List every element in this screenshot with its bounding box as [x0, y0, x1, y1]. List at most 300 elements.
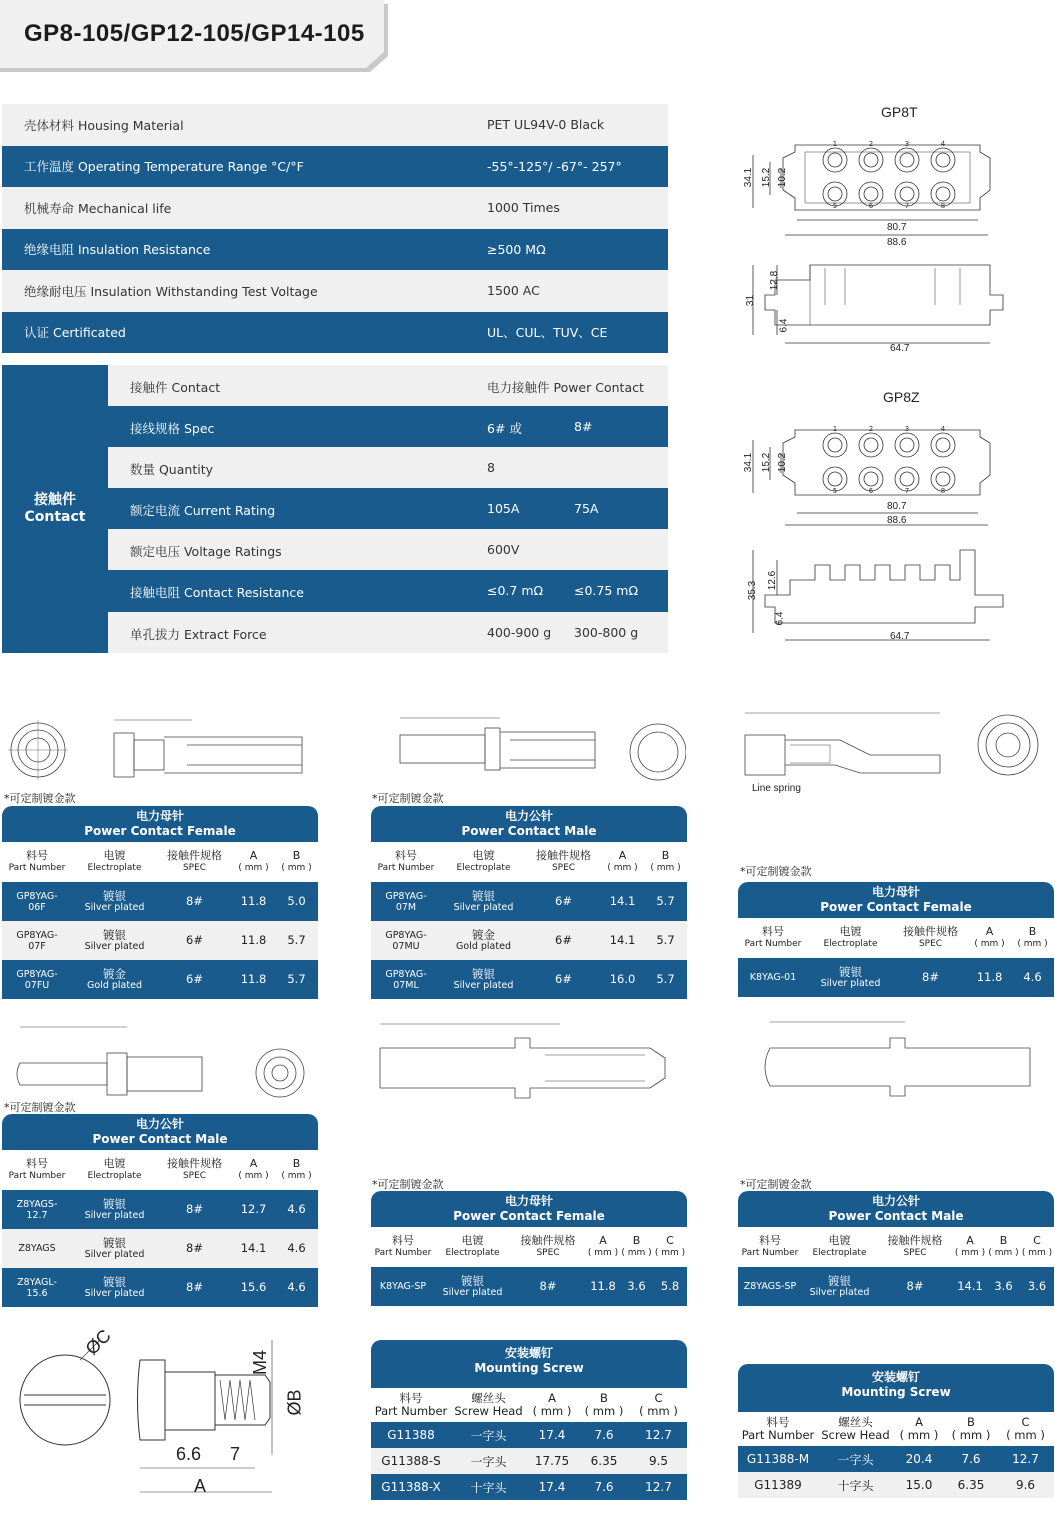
column-header-cn: A	[966, 1234, 974, 1247]
connector-pin-number: 1	[832, 140, 838, 148]
column-header-cn: A	[985, 925, 994, 938]
spec-label: 绝缘耐电压 Insulation Withstanding Test Voltage	[24, 283, 318, 299]
contact-row	[108, 406, 668, 447]
custom-note-1: *可定制镀金款	[4, 792, 76, 805]
column-header-en: SPEC	[903, 1248, 927, 1258]
table-cell: 5.7	[287, 933, 306, 947]
column-header-en: Part Number	[374, 1248, 432, 1258]
column-header-en: ( mm )	[281, 1171, 312, 1181]
table-row	[371, 1422, 687, 1448]
table-cell: 12.7	[645, 1428, 672, 1442]
connector-pin-inner	[900, 187, 914, 201]
general-spec-table	[2, 104, 668, 353]
spec-row	[2, 187, 668, 229]
column-header	[526, 1392, 578, 1418]
connector-pin-number: 3	[904, 140, 910, 148]
table-cell: 8#	[539, 1279, 557, 1293]
female-contact-drawing-3	[370, 1020, 686, 1110]
plating-cn: 镀银	[472, 966, 495, 981]
column-header-en: SPEC	[536, 1248, 560, 1258]
table-cell: 十字头	[837, 1478, 874, 1493]
line-spring-label: Line spring	[752, 783, 801, 794]
female-contact-drawing-2	[740, 705, 1055, 800]
table-cell: 3.6	[627, 1279, 646, 1293]
table-cell: 6#	[555, 972, 572, 986]
table-cell: 7.6	[594, 1480, 614, 1494]
connector-pin-number: 2	[868, 425, 874, 433]
spec-label: 绝缘电阻 Insulation Resistance	[24, 242, 211, 258]
male-contact-drawing-3	[740, 1018, 1055, 1108]
table-column-headers	[738, 1412, 1054, 1446]
part-number-line: 15.6	[26, 1287, 48, 1299]
table-row	[738, 1446, 1054, 1472]
table-cell: 5.7	[656, 933, 675, 947]
column-header	[275, 850, 318, 874]
connector-pin	[859, 433, 883, 457]
column-header-cn: 电镀	[839, 925, 862, 938]
column-header-cn: 料号	[399, 1391, 423, 1405]
column-header-en: Part Number	[374, 1404, 448, 1418]
column-header-cn: B	[967, 1415, 975, 1429]
column-header-en: ( mm )	[954, 1248, 986, 1258]
table-cell: 8#	[186, 1202, 203, 1216]
spec-label: 认证 Certificated	[24, 325, 126, 341]
part-number-line: Z8YAGL-	[17, 1276, 57, 1288]
table-cell: 5.8	[660, 1279, 680, 1293]
column-header-en: ( mm )	[974, 939, 1005, 949]
table-cell	[441, 882, 526, 921]
column-header-cn: 料号	[762, 925, 784, 938]
gp8z-dim5: 88.6	[887, 515, 907, 526]
female-contact-table-1	[2, 806, 318, 999]
table-cell	[435, 1267, 510, 1306]
connector-pin-number: 2	[868, 140, 874, 148]
connector-pin-inner	[900, 472, 914, 486]
connector-pin	[931, 148, 955, 172]
table-title-cn: 电力母针	[504, 1194, 553, 1208]
table-header	[371, 806, 687, 842]
column-header-cn: A	[249, 1157, 258, 1170]
column-header	[653, 1235, 687, 1259]
spec-value: 1500 AC	[487, 283, 540, 299]
part-number-line: 07MU	[392, 940, 420, 952]
column-header-en: ( mm )	[1021, 1248, 1053, 1258]
plating-cn: 镀银	[103, 1196, 126, 1211]
table-row	[738, 1267, 1054, 1306]
female-contact-drawing-1	[2, 705, 318, 790]
connector-pin-number: 4	[940, 140, 946, 148]
column-header	[987, 1235, 1020, 1259]
column-header-en: ( mm )	[639, 1404, 678, 1418]
table-cell: 14.1	[609, 933, 636, 947]
gp8t-dim5: 88.6	[887, 237, 907, 248]
connector-pin-number: 1	[832, 425, 838, 433]
column-header	[578, 1392, 630, 1418]
table-row	[2, 960, 318, 999]
contact-value-alt: 8#	[574, 419, 593, 435]
part-number-cell: G11388-X	[381, 1480, 441, 1494]
plating-cn: 镀银	[828, 1273, 851, 1288]
contact-side-cn: 接触件	[34, 492, 76, 508]
column-header-en: ( mm )	[238, 1171, 269, 1181]
contact-side-label	[2, 365, 108, 653]
part-number-cell: G11389	[754, 1478, 802, 1492]
column-header-en: SPEC	[182, 1171, 207, 1181]
table-header	[738, 1191, 1054, 1227]
plating-cn: 镀银	[103, 1274, 126, 1289]
connector-pin-inner	[936, 153, 950, 167]
connector-pin	[859, 148, 883, 172]
table-column-headers	[371, 842, 687, 882]
connector-pin-number: 4	[940, 425, 946, 433]
connector-pin	[895, 433, 919, 457]
table-cell: 16.0	[609, 972, 636, 986]
plating-en: Silver plated	[84, 940, 145, 952]
column-header-cn: 接触件规格	[167, 1157, 222, 1170]
plating-cn: 镀金	[472, 927, 495, 942]
contact-value-alt: 300-800 g	[574, 624, 639, 640]
spec-row	[2, 104, 668, 146]
table-title-cn: 电力公针	[504, 809, 553, 823]
table-cell: 十字头	[470, 1480, 507, 1495]
male-contact-table-3	[738, 1191, 1054, 1306]
column-header	[586, 1235, 620, 1259]
column-header-cn: 接触件规格	[520, 1234, 576, 1247]
gp8t-dim9: 64.7	[890, 343, 910, 354]
table-cell: 8#	[186, 1280, 203, 1294]
contact-row	[108, 570, 668, 611]
spec-value: 1000 Times	[487, 200, 560, 216]
column-header	[371, 1235, 435, 1259]
contact-label: 额定电压 Voltage Ratings	[130, 544, 282, 560]
table-row	[2, 1268, 318, 1307]
part-number-line: 07F	[28, 940, 46, 952]
part-number-cell: G11388-M	[746, 1452, 810, 1466]
column-header-en: ( mm )	[621, 1248, 652, 1258]
table-cell: 一字头	[470, 1454, 507, 1469]
column-header-en: Part Number	[744, 939, 802, 949]
gp8z-dim4: 80.7	[887, 501, 907, 512]
column-header	[601, 850, 644, 874]
connector-pin-inner	[936, 438, 950, 452]
screw-dim-b: ØB	[284, 1389, 305, 1416]
column-header-cn: 电镀	[103, 1157, 126, 1170]
gp8z-dim7: 35.3	[747, 580, 759, 601]
connector-pin-number: 3	[904, 425, 910, 433]
screw-dim-c: ØC	[81, 1325, 115, 1359]
table-row	[371, 960, 687, 999]
part-number-cell	[2, 1190, 72, 1229]
plating-en: Silver plated	[442, 1286, 503, 1298]
table-cell	[72, 1268, 157, 1307]
table-title-en: Power Contact Female	[453, 1209, 605, 1223]
connector-pin	[895, 148, 919, 172]
custom-note-6: *可定制镀金款	[740, 1178, 812, 1191]
part-number-line: Z8YAGS-SP	[743, 1281, 797, 1292]
column-header	[893, 1416, 945, 1442]
column-header-en: ( mm )	[238, 863, 269, 873]
part-number-line: GP8YAG-	[16, 929, 58, 941]
contact-value: 6# 或	[487, 421, 522, 437]
column-header-cn: 螺丝头	[471, 1391, 506, 1405]
column-header-cn: 料号	[26, 849, 48, 862]
male-contact-table-2	[2, 1114, 318, 1307]
part-number-line: 07M	[395, 901, 417, 913]
table-cell: 17.4	[538, 1428, 566, 1442]
plating-en: Silver plated	[84, 1248, 145, 1260]
contact-row	[108, 612, 668, 653]
column-header-en: ( mm )	[654, 1248, 686, 1258]
table-cell: 一字头	[470, 1428, 507, 1443]
connector-pin-number: 8	[940, 202, 946, 210]
table-column-headers	[371, 1227, 687, 1267]
contact-value: 105A	[487, 501, 520, 517]
spec-label: 壳体材料 Housing Material	[24, 117, 184, 133]
column-header-cn: A	[618, 849, 627, 862]
connector-pin-number: 6	[868, 202, 874, 210]
column-header-en: Electroplate	[445, 1248, 500, 1258]
table-cell: 7.6	[961, 1452, 981, 1466]
table-cell: 4.6	[287, 1280, 306, 1294]
plating-en: Silver plated	[453, 901, 514, 913]
column-header	[435, 1235, 510, 1259]
custom-note-2: *可定制镀金款	[372, 792, 444, 805]
table-cell: 3.6	[994, 1279, 1013, 1293]
table-cell: 5.7	[656, 972, 675, 986]
column-header-cn: A	[548, 1391, 556, 1405]
column-header	[72, 850, 157, 874]
table-cell: 6.35	[590, 1454, 618, 1468]
screw-dim-a: A	[194, 1476, 207, 1496]
column-header	[526, 850, 601, 874]
plating-en: Silver plated	[84, 901, 145, 913]
column-header	[371, 1392, 451, 1418]
column-header	[441, 850, 526, 874]
table-cell: 11.8	[590, 1279, 616, 1293]
column-header-cn: 料号	[26, 1157, 48, 1170]
column-header-en: ( mm )	[650, 863, 681, 873]
part-number-cell	[2, 1268, 72, 1307]
table-cell: 5.7	[656, 894, 675, 908]
custom-note-5: *可定制镀金款	[372, 1178, 444, 1191]
column-header-cn: B	[999, 1234, 1008, 1247]
spec-value: -55°-125°/ -67°- 257°	[487, 158, 622, 174]
column-header	[510, 1235, 586, 1259]
table-cell: 4.6	[287, 1202, 306, 1216]
gp8t-dim8: 6.4	[778, 318, 790, 333]
male-contact-table-1	[371, 806, 687, 999]
column-header-cn: 料号	[766, 1415, 790, 1429]
part-number-line: 06F	[28, 901, 46, 913]
table-cell: 4.6	[287, 1241, 306, 1255]
column-header-en: SPEC	[918, 939, 943, 949]
table-cell	[441, 921, 526, 960]
table-header	[371, 1340, 687, 1388]
column-header	[738, 926, 808, 950]
column-header-cn: B	[632, 1234, 641, 1247]
plating-en: Silver plated	[809, 1286, 870, 1298]
column-header-en: ( mm )	[1006, 1428, 1045, 1442]
column-header	[371, 850, 441, 874]
column-header	[451, 1392, 526, 1418]
connector-pin-number: 7	[904, 487, 910, 495]
spec-value: PET UL94V-0 Black	[487, 117, 605, 133]
column-header-cn: 电镀	[461, 1234, 484, 1247]
column-header	[620, 1235, 653, 1259]
gp8z-dim6: 12.6	[767, 570, 779, 591]
mounting-screw-table-2	[738, 1364, 1054, 1498]
table-cell	[72, 1229, 157, 1268]
table-title-en: Power Contact Male	[92, 1132, 228, 1146]
connector-pin-number: 7	[904, 202, 910, 210]
column-header-en: SPEC	[182, 863, 207, 873]
column-header-en: Part Number	[8, 1171, 66, 1181]
connector-pin-inner	[864, 153, 878, 167]
table-column-headers	[738, 918, 1054, 958]
table-row	[2, 1229, 318, 1268]
table-title-en: Power Contact Female	[84, 824, 236, 838]
connector-pin-inner	[864, 187, 878, 201]
column-header	[738, 1416, 818, 1442]
gp8t-dim2: 15.2	[761, 167, 773, 188]
gp8t-dim7: 31	[745, 294, 757, 307]
connector-pin-number: 5	[832, 487, 838, 495]
custom-note-3: *可定制镀金款	[740, 865, 812, 878]
connector-pin-number: 8	[940, 487, 946, 495]
spec-value: ≥500 MΩ	[487, 241, 546, 257]
screw-dim-m4: M4	[250, 1349, 271, 1376]
gp8z-dim9: 64.7	[890, 631, 910, 642]
table-row	[2, 882, 318, 921]
column-header-cn: 螺丝头	[838, 1415, 873, 1429]
column-header-en: ( mm )	[951, 1428, 991, 1442]
column-header-en: ( mm )	[587, 1248, 619, 1258]
column-header-cn: 料号	[395, 849, 417, 862]
table-row	[2, 921, 318, 960]
contact-label: 数量 Quantity	[130, 462, 213, 478]
gp8z-dim2: 15.2	[761, 452, 773, 473]
column-header-en: ( mm )	[584, 1404, 624, 1418]
contact-label: 接触件 Contact	[130, 380, 221, 395]
part-number-line: Z8YAGS-	[16, 1198, 58, 1210]
plating-cn: 镀银	[103, 888, 126, 903]
column-header	[802, 1235, 877, 1259]
column-header	[2, 850, 72, 874]
table-column-headers	[371, 1388, 687, 1422]
connector-pin-number: 6	[868, 487, 874, 495]
part-number-cell	[371, 882, 441, 921]
table-cell	[72, 882, 157, 921]
column-header	[1020, 1235, 1054, 1259]
column-header	[72, 1158, 157, 1182]
table-cell: 6#	[186, 972, 203, 986]
table-cell: 12.7	[240, 1202, 267, 1216]
spec-label: 工作温度 Operating Temperature Range °C/°F	[24, 159, 304, 175]
connector-pin	[931, 433, 955, 457]
column-header	[893, 926, 968, 950]
connector-pin-inner	[936, 472, 950, 486]
part-number-cell	[2, 921, 72, 960]
column-header-cn: B	[292, 849, 301, 862]
plating-cn: 镀银	[839, 964, 862, 979]
connector-pin	[823, 433, 847, 457]
part-number-cell: G11388	[387, 1428, 435, 1442]
table-cell: 11.8	[240, 933, 267, 947]
table-cell: 8#	[186, 894, 203, 908]
table-cell: 17.75	[534, 1454, 570, 1468]
part-number-cell	[371, 921, 441, 960]
column-header-en: ( mm )	[281, 863, 312, 873]
gp8t-dim6: 12.8	[769, 270, 781, 291]
table-row	[738, 1472, 1054, 1498]
contact-row	[108, 447, 668, 488]
contact-spec-table	[2, 365, 668, 653]
gp8t-drawing	[735, 100, 1035, 355]
part-number-cell	[738, 958, 808, 997]
part-number-line: 07FU	[24, 979, 50, 991]
column-header	[157, 850, 232, 874]
gp8t-pins	[823, 140, 955, 210]
column-header-cn: B	[661, 849, 670, 862]
contact-value-alt: 75A	[574, 501, 599, 517]
connector-pin-inner	[828, 472, 842, 486]
column-header-en: Part Number	[741, 1248, 799, 1258]
column-header	[275, 1158, 318, 1182]
column-header-en: Part Number	[741, 1428, 815, 1442]
table-header	[2, 1114, 318, 1150]
table-title-cn: 安装螺钉	[504, 1346, 553, 1360]
plating-cn: 镀银	[103, 927, 126, 942]
spec-row	[2, 270, 668, 312]
column-header-cn: A	[599, 1234, 607, 1247]
plating-cn: 镀银	[461, 1273, 484, 1288]
table-cell: 12.7	[1012, 1452, 1039, 1466]
column-header	[232, 1158, 275, 1182]
column-header	[157, 1158, 232, 1182]
table-cell: 20.4	[905, 1452, 933, 1466]
title-banner	[0, 0, 392, 76]
column-header-cn: 料号	[392, 1234, 414, 1247]
table-cell	[808, 958, 893, 997]
screw-dim-d2: 7	[230, 1444, 241, 1464]
spec-row	[2, 146, 668, 188]
table-cell: 15.0	[905, 1478, 933, 1492]
table-title-en: Power Contact Male	[461, 824, 597, 838]
table-cell: 12.7	[645, 1480, 672, 1494]
male-contact-drawing-1	[370, 710, 686, 790]
spec-row	[2, 229, 668, 271]
table-cell	[72, 960, 157, 999]
column-header-cn: 接触件规格	[536, 849, 591, 862]
column-header-en: ( mm )	[607, 863, 638, 873]
gp8z-dim1: 34.1	[743, 452, 755, 473]
table-header	[371, 1191, 687, 1227]
custom-note-4: *可定制镀金款	[4, 1101, 76, 1114]
part-number-line: GP8YAG-	[16, 890, 58, 902]
column-header	[997, 1416, 1054, 1442]
column-header	[2, 1158, 72, 1182]
table-cell: 3.6	[1027, 1279, 1047, 1293]
table-cell: 8#	[186, 1241, 203, 1255]
plating-cn: 镀银	[103, 1235, 126, 1250]
connector-pin-inner	[900, 438, 914, 452]
column-header	[877, 1235, 953, 1259]
part-number-cell	[738, 1267, 802, 1306]
gp8z-title: GP8Z	[883, 389, 920, 405]
column-header-cn: C	[1021, 1415, 1030, 1429]
table-title-cn: 电力母针	[871, 885, 920, 899]
column-header-cn: 电镀	[472, 849, 495, 862]
